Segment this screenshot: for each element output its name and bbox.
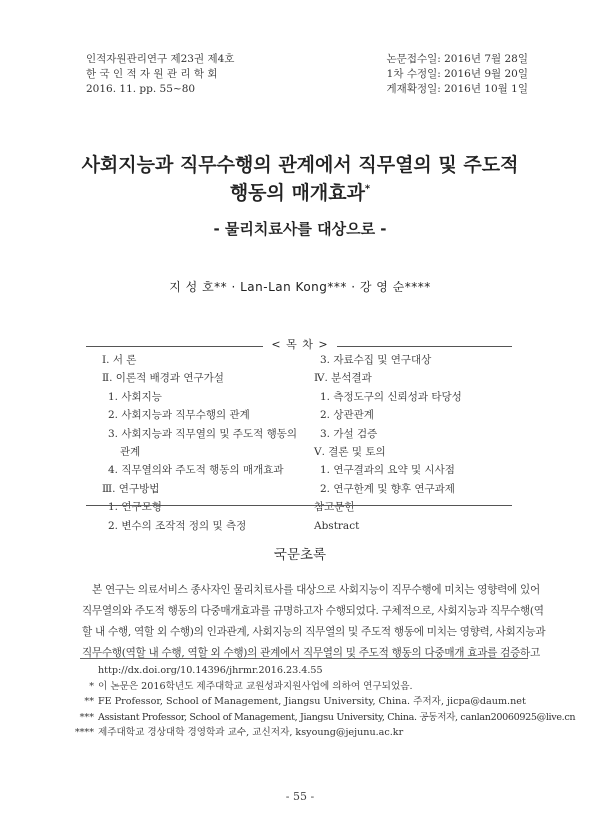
- toc-item: 2. 연구한계 및 향후 연구과제: [320, 482, 455, 495]
- paper-title-line2-wrap: [0, 178, 600, 205]
- toc-item: Ⅰ. 서 론: [102, 354, 137, 366]
- page-number: - 55 -: [285, 790, 315, 803]
- abstract-body: [82, 580, 546, 664]
- toc-item: 3. 사회지능과 직무열의 및 주도적 행동의: [108, 427, 297, 440]
- toc-item: 관계: [120, 446, 141, 459]
- author2-footnote: [70, 710, 576, 726]
- toc-item: 1. 연구모형: [108, 501, 162, 514]
- toc-bottom-rule: [86, 505, 512, 506]
- toc-item: 4. 직무열의와 주도적 행동의 매개효과: [108, 464, 284, 477]
- doi-footnote: [70, 663, 540, 679]
- footnote-mark: *: [89, 680, 94, 692]
- toc-item: Ⅱ. 이론적 배경과 연구가설: [102, 372, 224, 385]
- toc-item: Ⅳ. 분석결과: [314, 372, 372, 385]
- funding-footnote: [70, 679, 540, 695]
- accepted-date: 게재확정일: 2016년 10월 1일: [386, 83, 528, 95]
- footnote-text: 제주대학교 경상대학 경영학과 교수, 교신저자, ksyoung@jejunu.ac.kr: [98, 727, 404, 738]
- issue-pages: 2016. 11. pp. 55~80: [86, 83, 196, 95]
- doi-link[interactable]: http://dx.doi.org/10.14396/jhrmr.2016.23.4.55: [98, 665, 323, 676]
- abstract-line: 본 연구는 의료서비스 종사자인 물리치료사를 대상으로 사회지능이 직무수행에 미치는 영향력에 있어: [92, 584, 540, 596]
- toc-item: 2. 사회지능과 직무수행의 관계: [108, 409, 250, 422]
- toc-item: Abstract: [314, 519, 360, 532]
- toc-label: < 목 차 >: [263, 338, 336, 351]
- toc-item: 참고문헌: [314, 501, 355, 514]
- toc-item: 1. 사회지능: [108, 390, 162, 403]
- footnote-mark: ***: [79, 711, 94, 723]
- footnote-text: FE Professor, School of Management, Jiangsu University, China. 주저자, jicpa@daum.net: [98, 696, 526, 707]
- received-date: 논문접수일: 2016년 7월 28일: [386, 53, 528, 65]
- revised-date: 1차 수정일: 2016년 9월 20일: [386, 68, 528, 80]
- footnote-mark: **: [84, 696, 94, 707]
- toc-item: 1. 측정도구의 신뢰성과 타당성: [320, 390, 462, 403]
- paper-title-line2: 행동의 매개효과: [229, 182, 365, 204]
- author-list: 지 성 호** · Lan-Lan Kong*** · 강 영 순****: [169, 280, 431, 294]
- author1-footnote: [70, 694, 540, 710]
- toc-item: Ⅴ. 결론 및 토의: [314, 446, 386, 459]
- paper-title-line1: 사회지능과 직무수행의 관계에서 직무열의 및 주도적: [81, 154, 519, 176]
- journal-name: 인적자원관리연구 제23권 제4호: [86, 53, 235, 65]
- toc-item: 1. 연구결과의 요약 및 시사점: [320, 464, 455, 477]
- toc-right-column: [314, 351, 514, 535]
- footnote-text: Assistant Professor, School of Management, Jiangsu University, China. 공동저자, canlan20060925@live.cn: [98, 711, 576, 723]
- toc-item: Ⅲ. 연구방법: [102, 482, 160, 495]
- toc-item: 2. 상관관계: [320, 409, 374, 422]
- toc-item: 2. 변수의 조작적 정의 및 측정: [108, 519, 247, 532]
- abstract-line: 직무수행(역할 내 수행, 역할 외 수행)의 관계에서 직무열의 및 주도적 행동의 다중매개 효과를 검증하고: [82, 647, 540, 659]
- toc-label-wrap: [0, 336, 600, 352]
- footnote-text: 이 논문은 2016학년도 제주대학교 교원성과지원사업에 의하여 연구되었음.: [98, 680, 413, 692]
- journal-info: [86, 52, 234, 97]
- society-name: 한 국 인 적 자 원 관 리 학 회: [86, 68, 218, 80]
- footnotes: [70, 663, 576, 741]
- toc-item: 3. 가설 검증: [320, 427, 378, 440]
- abstract-title: 국문초록: [273, 547, 327, 563]
- footnote-rule: [80, 658, 528, 659]
- footnote-mark: ****: [74, 727, 94, 738]
- abstract-line: 직무열의와 주도적 행동의 다중매개효과를 규명하고자 수행되었다. 구체적으로, 사회지능과 직무수행(역: [82, 605, 544, 617]
- abstract-line: 할 내 수행, 역할 외 수행)의 인과관계, 사회지능의 직무열의 및 주도적 행동에 미치는 영향력, 사회지능과: [82, 626, 546, 638]
- title-footnote-mark: *: [364, 183, 371, 195]
- submission-dates: [387, 52, 528, 97]
- toc-left-column: [102, 351, 302, 535]
- paper-subtitle: - 물리치료사를 대상으로 -: [213, 220, 387, 238]
- author3-footnote: [70, 725, 540, 741]
- toc-item: 3. 자료수집 및 연구대상: [320, 354, 432, 366]
